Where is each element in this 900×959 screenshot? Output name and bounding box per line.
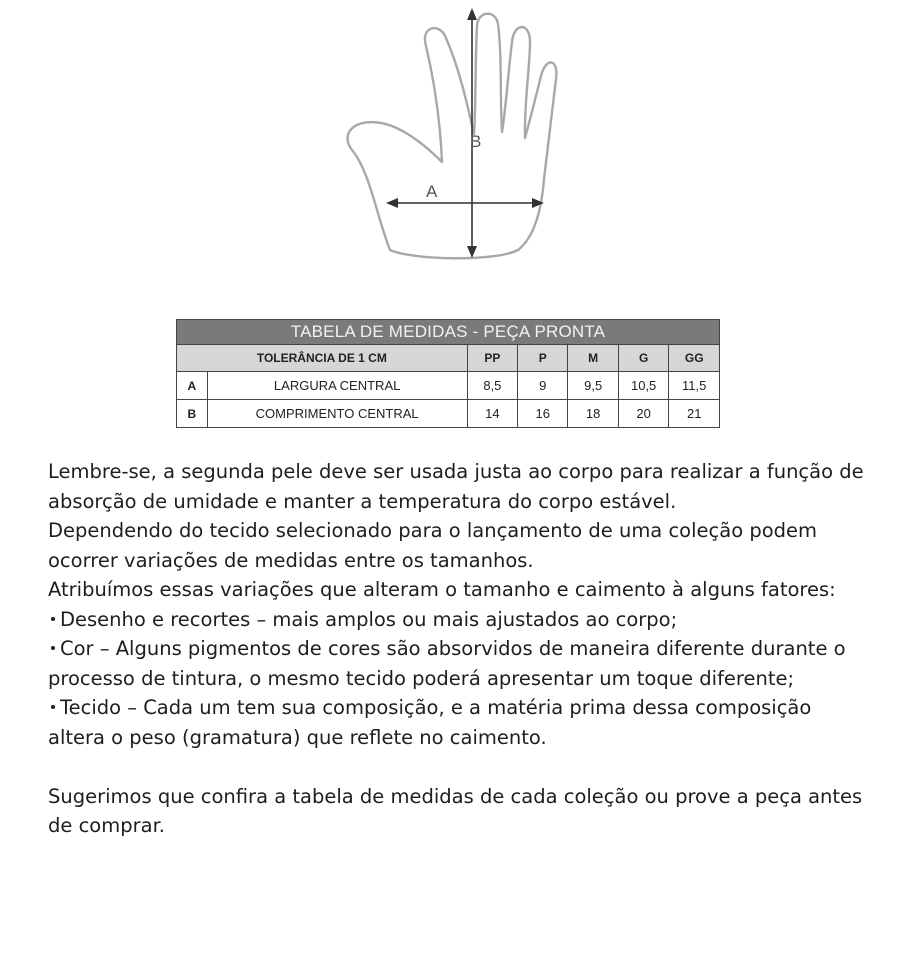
- table-row: [177, 372, 720, 400]
- table-cell: 16: [518, 400, 568, 428]
- size-header-g: G: [618, 345, 669, 372]
- bullet-dot-icon: [51, 617, 55, 621]
- bullet-dot-icon: [51, 705, 55, 709]
- bullet-fabric-text: Tecido – Cada um tem sua composição, e a matéria prima dessa composição altera o peso (gramatura) que reflete no caimento.: [48, 696, 812, 749]
- row-key: A: [177, 372, 208, 400]
- size-header-gg: GG: [669, 345, 720, 372]
- table-cell: 18: [568, 400, 618, 428]
- table-cell: 20: [618, 400, 669, 428]
- table-cell: 11,5: [669, 372, 720, 400]
- paragraph-variation: Dependendo do tecido selecionado para o lançamento de uma coleção podem ocorrer variações de medidas entre os tamanhos.: [48, 519, 818, 572]
- table-cell: 9: [518, 372, 568, 400]
- table-title: TABELA DE MEDIDAS - PEÇA PRONTA: [177, 320, 720, 345]
- table-cell: 21: [669, 400, 720, 428]
- measure-label-b: B: [470, 132, 482, 151]
- bullet-design-text: Desenho e recortes – mais amplos ou mais ajustados ao corpo;: [60, 607, 678, 631]
- size-table-container: [176, 319, 720, 428]
- table-cell: 8,5: [467, 372, 517, 400]
- size-header-m: M: [568, 345, 618, 372]
- table-cell: 14: [467, 400, 517, 428]
- bullet-dot-icon: [51, 646, 55, 650]
- hand-outline-icon: [330, 4, 570, 266]
- paragraph-closing: Sugerimos que confira a tabela de medidas de cada coleção ou prove a peça antes de comprar.: [48, 784, 863, 837]
- row-name: LARGURA CENTRAL: [207, 372, 467, 400]
- bullet-design: [48, 605, 868, 635]
- measure-label-a: A: [426, 182, 438, 201]
- row-name: COMPRIMENTO CENTRAL: [207, 400, 467, 428]
- row-key: B: [177, 400, 208, 428]
- bullet-fabric: [48, 693, 868, 752]
- table-row: [177, 400, 720, 428]
- table-cell: 9,5: [568, 372, 618, 400]
- paragraph-fit: Lembre-se, a segunda pele deve ser usada justa ao corpo para realizar a função de absorção de umidade e manter a temperatura do corpo estável.: [48, 460, 864, 513]
- size-header-pp: PP: [467, 345, 517, 372]
- spacer: [48, 752, 868, 782]
- size-table: [176, 319, 720, 428]
- tolerance-header: TOLERÂNCIA DE 1 CM: [177, 345, 468, 372]
- paragraph-factors: Atribuímos essas variações que alteram o tamanho e caimento à alguns fatores:: [48, 578, 836, 601]
- table-cell: 10,5: [618, 372, 669, 400]
- bullet-color: [48, 634, 868, 693]
- size-header-p: P: [518, 345, 568, 372]
- care-info-text: [48, 457, 868, 841]
- bullet-color-text: Cor – Alguns pigmentos de cores são absorvidos de maneira diferente durante o processo de tintura, o mesmo tecido poderá apresentar um toque diferente;: [48, 637, 846, 690]
